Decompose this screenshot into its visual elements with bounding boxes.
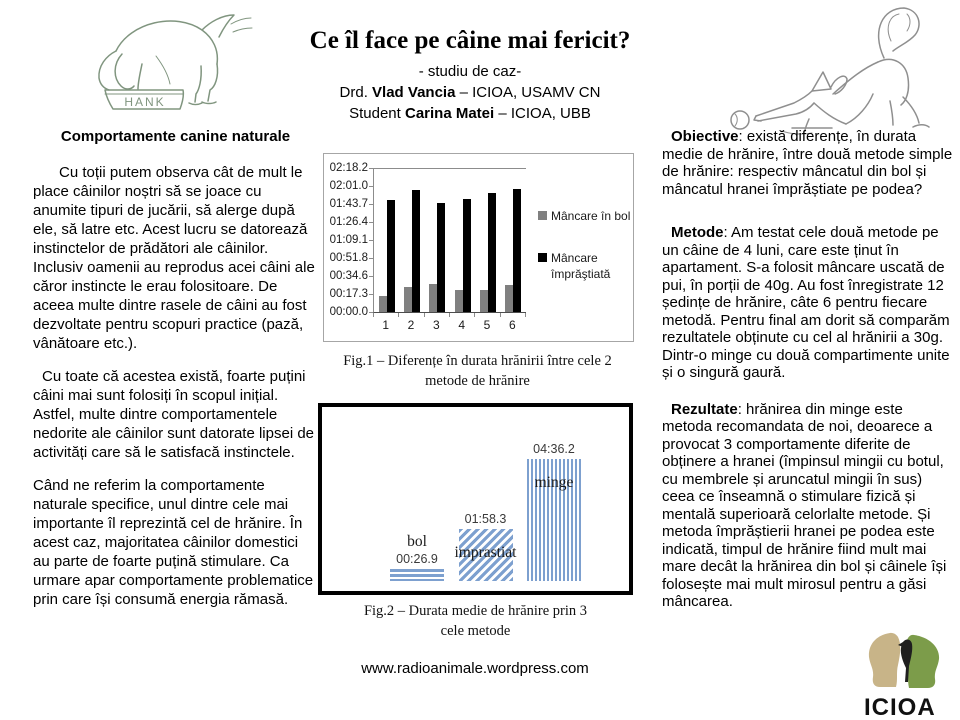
y-axis-tick-label: 02:18.2 bbox=[329, 162, 368, 174]
x-axis-tick bbox=[525, 313, 526, 317]
objectives-paragraph: Obiective: există diferențe, în durata medie de hrănire, între două metode simple de hrănire: respectiv mâncatul din bol și mâncatul hranei împrăștiate pe podea? bbox=[662, 128, 953, 198]
logo-text: ICIOA bbox=[864, 694, 936, 720]
x-axis-tick bbox=[424, 313, 425, 317]
left-paragraph-3: Când ne referim la comportamente naturale specifice, unul dintre cele mai importante îl reprezintă cel de hrănire. În acest caz, majoritatea câinilor domestici au parte de foarte puțină stimulare. Ca urmare apar comportamente problematice prin care își consumă energia rămasă. bbox=[33, 477, 314, 608]
icioa-logo bbox=[862, 630, 956, 720]
left-paragraph-2: Cu toate că acestea există, foarte puțini câini mai sunt folosiți în scopul inițial. Astfel, multe dintre comportamentele nedorite ale câinilor sunt datorate lipsei de activități care să le satisfacă instinctele. bbox=[33, 368, 315, 461]
bar-bol bbox=[390, 569, 444, 581]
left-column bbox=[33, 127, 318, 623]
x-axis-tick bbox=[449, 313, 450, 317]
bar-mâncare-în-bol bbox=[404, 287, 412, 312]
x-axis-category-label: 2 bbox=[407, 318, 415, 332]
y-axis-tick bbox=[369, 204, 373, 205]
methods-paragraph: Metode: Am testat cele două metode pe un câine de 4 luni, care este ținut în apartament. S-a folosit mâncare uscată de pui, în porții de 40g. Au fost înregistrate 12 ședințe de hrănire, câte 6 pentru fiecare metodă. Pentru final am dorit să comparăm rezultatele obținute cu cel al hrănirii a 30g. Dintr-o minge cu două compartimente unite și o singură gaură. bbox=[662, 224, 950, 381]
y-axis-tick-label: 00:34.6 bbox=[329, 270, 368, 282]
y-axis-tick bbox=[369, 186, 373, 187]
fig1-y-axis bbox=[324, 154, 370, 341]
bar-mâncare-împrăştiată bbox=[513, 189, 521, 312]
study-type: - studiu de caz- bbox=[418, 63, 522, 80]
bar-mâncare-împrăştiată bbox=[437, 203, 445, 312]
y-axis-tick bbox=[369, 168, 373, 169]
results-paragraph: Rezultate: hrănirea din minge este metoda recomandata de noi, deoarece a provocat 3 comportamente diferite de obținere a hranei (împinsul mingii cu botul, cu membrele și aruncatul mingii în sus) ceea ce înseamnă o stimulare fizică și mentală superioară celorlalte metode. Și metoda împrăștierii hranei pe podea este indicată, timpul de hrănire fiind mult mai mare decât la hrănirea din bol și câinele își folosește mai mult mirosul pentru a găsi mâncarea. bbox=[662, 400, 947, 610]
y-axis-tick bbox=[369, 294, 373, 295]
svg-text:HANK: HANK bbox=[124, 95, 166, 109]
bar-mâncare-împrăştiată bbox=[387, 200, 395, 313]
x-axis-tick bbox=[474, 313, 475, 317]
bar-mâncare-împrăştiată bbox=[463, 199, 471, 312]
x-axis-tick bbox=[398, 313, 399, 317]
bar-value-label: 01:58.3 bbox=[464, 511, 507, 526]
y-axis-tick bbox=[369, 258, 373, 259]
left-paragraph-1: Cu toții putem observa cât de mult le place câinilor noștri să se joace cu anumite tipuri de jucării, să alerge după ele, să latre etc. Acest lucru se datorează instinctelor de prădători ale câinilor. Inclusiv oamenii au reprodus acei câini ale căror instincte le erau folositoare. De aceea multe dintre rasele de câini au fost dezvoltate pentru scopuri practice (pază, vânătoare etc.). bbox=[33, 164, 315, 352]
bar-mâncare-în-bol bbox=[379, 296, 387, 312]
legend-swatch bbox=[538, 253, 547, 262]
bar-mâncare-în-bol bbox=[429, 284, 437, 312]
x-axis-category-label: 1 bbox=[382, 318, 389, 332]
x-axis-category-label: 4 bbox=[458, 318, 465, 332]
fig1-plot-area bbox=[373, 168, 526, 313]
y-axis-tick-label: 00:51.8 bbox=[329, 252, 368, 264]
y-axis-tick-label: 00:00.0 bbox=[329, 306, 368, 318]
bar-mâncare-împrăştiată bbox=[412, 190, 420, 312]
x-axis-tick bbox=[373, 313, 374, 317]
x-axis-category-label: 6 bbox=[508, 318, 516, 332]
bar-name-label: minge bbox=[534, 473, 574, 491]
author-line-2: Student Carina Matei – ICIOA, UBB bbox=[349, 105, 591, 122]
fig1-top-gridline bbox=[374, 168, 526, 169]
x-axis-category-label: 5 bbox=[483, 318, 491, 332]
y-axis-tick-label: 00:17.3 bbox=[329, 288, 368, 300]
author-line-1: Drd. Vlad Vancia – ICIOA, USAMV CN bbox=[339, 84, 601, 101]
legend-label: Mâncare împrăştiată bbox=[551, 251, 611, 281]
x-axis-category-label: 3 bbox=[432, 318, 440, 332]
bar-mâncare-împrăştiată bbox=[488, 193, 496, 312]
bar-value-label: 00:26.9 bbox=[396, 552, 438, 567]
y-axis-tick-label: 02:01.0 bbox=[329, 180, 368, 192]
y-axis-tick-label: 01:09.1 bbox=[329, 234, 368, 246]
y-axis-tick bbox=[369, 240, 373, 241]
legend-label: Mâncare în bol bbox=[551, 209, 631, 223]
legend-item bbox=[538, 250, 632, 282]
y-axis-tick bbox=[369, 222, 373, 223]
bar-mâncare-în-bol bbox=[505, 285, 513, 312]
x-axis-tick bbox=[500, 313, 501, 317]
fig1-caption: Fig.1 – Diferențe în durata hrănirii între cele 2 metode de hrănire bbox=[343, 353, 612, 389]
fig2-caption: Fig.2 – Durata medie de hrănire prin 3 cele metode bbox=[363, 603, 588, 639]
legend-swatch bbox=[538, 211, 547, 220]
legend-item bbox=[538, 208, 632, 224]
bar-mâncare-în-bol bbox=[480, 290, 488, 312]
dog-play-bow-with-ball-sketch bbox=[720, 0, 958, 145]
bar-value-label: 04:36.2 bbox=[533, 441, 575, 456]
bar-name-label: bol bbox=[407, 533, 427, 551]
y-axis-tick-label: 01:43.7 bbox=[329, 198, 368, 210]
left-column-heading: Comportamente canine naturale bbox=[60, 128, 291, 145]
bar-mâncare-în-bol bbox=[455, 290, 463, 312]
logo-heads-icon bbox=[862, 630, 948, 692]
right-column bbox=[662, 128, 954, 611]
subtitle-block bbox=[230, 61, 710, 124]
y-axis-tick-label: 01:26.4 bbox=[329, 216, 368, 228]
y-axis-tick bbox=[369, 276, 373, 277]
fig1-grouped-bar-chart bbox=[323, 153, 634, 342]
fig2-bar-chart bbox=[318, 403, 633, 595]
website-url: www.radioanimale.wordpress.com bbox=[361, 660, 589, 677]
page-title: Ce îl face pe câine mai fericit? bbox=[309, 27, 631, 54]
bar-name-label: imprastiat bbox=[454, 543, 517, 561]
